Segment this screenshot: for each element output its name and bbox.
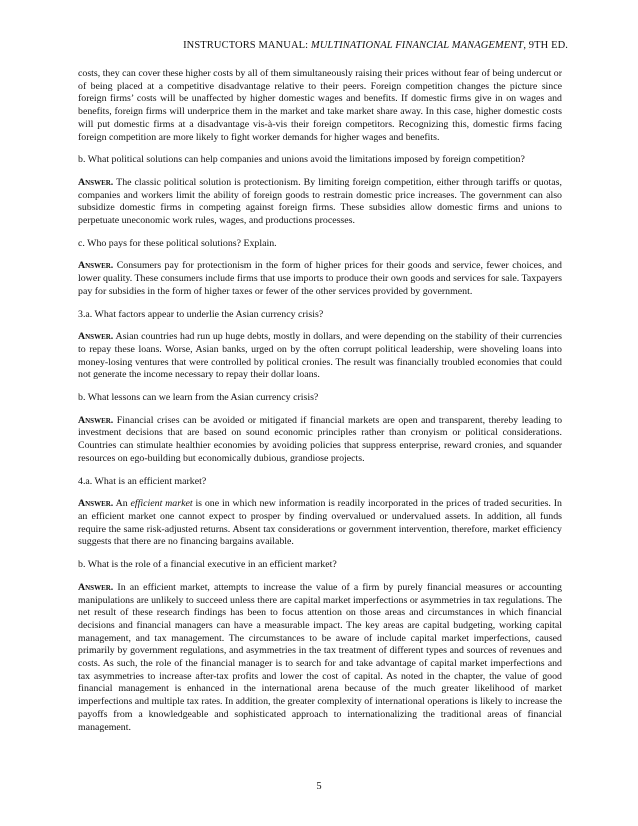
question: b. What political solutions can help companies and unions avoid the limitations imposed by foreign competition? [78,154,525,166]
answer-label: Answer. [78,176,114,188]
answer-pre: An [115,498,131,510]
header-book-title: MULTINATIONAL FINANCIAL MANAGEMENT [310,40,524,51]
answer-text: Financial crises can be avoided or mitigated if financial markets are open and transparent, thereby leading to investment decisions that are based on sound economic principles rather than cronyism or political considerations. Countries can stimulate healthier economies by avoiding policies that suppress enterprise, reward cronies, and squander resources on ego-building but economically dubious, grandiose projects. [78,414,563,464]
question: 3.a. What factors appear to underlie the Asian currency crisis? [78,308,324,320]
answer-label: Answer. [78,260,114,272]
answer-emphasis: efficient market [130,498,193,510]
answer-label: Answer. [78,581,114,593]
answer-paragraph [78,498,562,549]
page-body [78,68,562,744]
paragraph: costs, they can cover these higher costs by all of them simultaneously raising their prices without fear of being undercut or of being placed at a competitive disadvantage relative to their peers. Foreign competition changes the picture since foreign firms’ costs will be unaffected by higher domestic wages and benefits. If domestic firms give in on wages and benefits, foreign firms will underprice them in the market and take market share away. In this case, higher domestic costs will put domestic firms at a disadvantage vis-à-vis their foreign competitors. Recognizing this, domestic firms facing foreign competition are more likely to fight worker demands for higher wages and benefits. [78,68,563,143]
running-header [183,40,568,51]
answer-paragraph [78,260,562,298]
answer-paragraph [78,582,562,734]
question: 4.a. What is an efficient market? [78,475,207,487]
page-number: 5 [316,781,322,792]
answer-text: Consumers pay for protectionism in the form of higher prices for their goods and service, fewer choices, and lower quality. These consumers include firms that use imports to produce their own goods and services for sale. Taxpayers pay for subsidies in the form of higher taxes or fewer of the other services provided by government. [78,260,562,297]
answer-text: In an efficient market, attempts to increase the value of a firm by purely financial measures or accounting manipulations are unlikely to succeed unless there are capital market imperfections or asymmetries in tax regulations. The net result of these research findings has been to focus attention on those areas and circumstances in which financial decisions and financial managers can have a measurable impact. The key areas are capital budgeting, working capital management, and tax management. The circumstances to be aware of include capital market imperfections, caused primarily by government regulations, and asymmetries in the tax treatment of different types and sources of revenues and costs. As such, the role of the financial manager is to search for and take advantage of capital market imperfections and tax asymmetries to increase after-tax profits and lower the cost of capital. As noted in the chapter, the value of good financial management is enhanced in the international arena because of the much greater likelihood of market imperfections and multiple tax rates. In addition, the greater complexity of international operations is likely to increase the payoffs from a knowledgeable and sophisticated approach to internationalizing the traditional areas of financial management. [78,581,562,733]
answer-paragraph [78,177,562,228]
answer-paragraph [78,415,562,466]
question: c. Who pays for these political solutions? Explain. [78,237,277,249]
answer-paragraph [78,331,562,382]
question: b. What lessons can we learn from the Asian currency crisis? [78,392,319,404]
answer-text: Asian countries had run up huge debts, mostly in dollars, and were depending on the stability of their currencies to repay these loans. Worse, Asian banks, urged on by the often corrupt political leadership, were shoveling loans into money-losing ventures that were controlled by political cronies. The result was financially troubled economies that could not generate the income necessary to repay their dollar loans. [78,331,562,381]
header-edition: , 9TH ED. [523,40,568,51]
answer-label: Answer. [78,414,114,426]
answer-label: Answer. [78,498,114,510]
header-prefix: INSTRUCTORS MANUAL: [183,40,311,51]
answer-label: Answer. [78,331,114,343]
question: b. What is the role of a financial executive in an efficient market? [78,559,337,571]
answer-text: is one in which new information is readily incorporated in the prices of traded securities. In an efficient market one cannot expect to prosper by finding overvalued or undervalued assets. In addition, all funds require the same risk-adjusted returns. Absent tax considerations or government intervention, therefore, market efficiency suggests that there are no financing bargains available. [78,498,562,548]
answer-text: The classic political solution is protectionism. By limiting foreign competition, either through tariffs or quotas, companies and workers limit the ability of foreign goods to restrain domestic price increases. The government can also subsidize domestic firms in competing against foreign firms. These subsidies allow domestic firms and unions to perpetuate uneconomic work rules, wages, and productions processes. [78,176,562,227]
